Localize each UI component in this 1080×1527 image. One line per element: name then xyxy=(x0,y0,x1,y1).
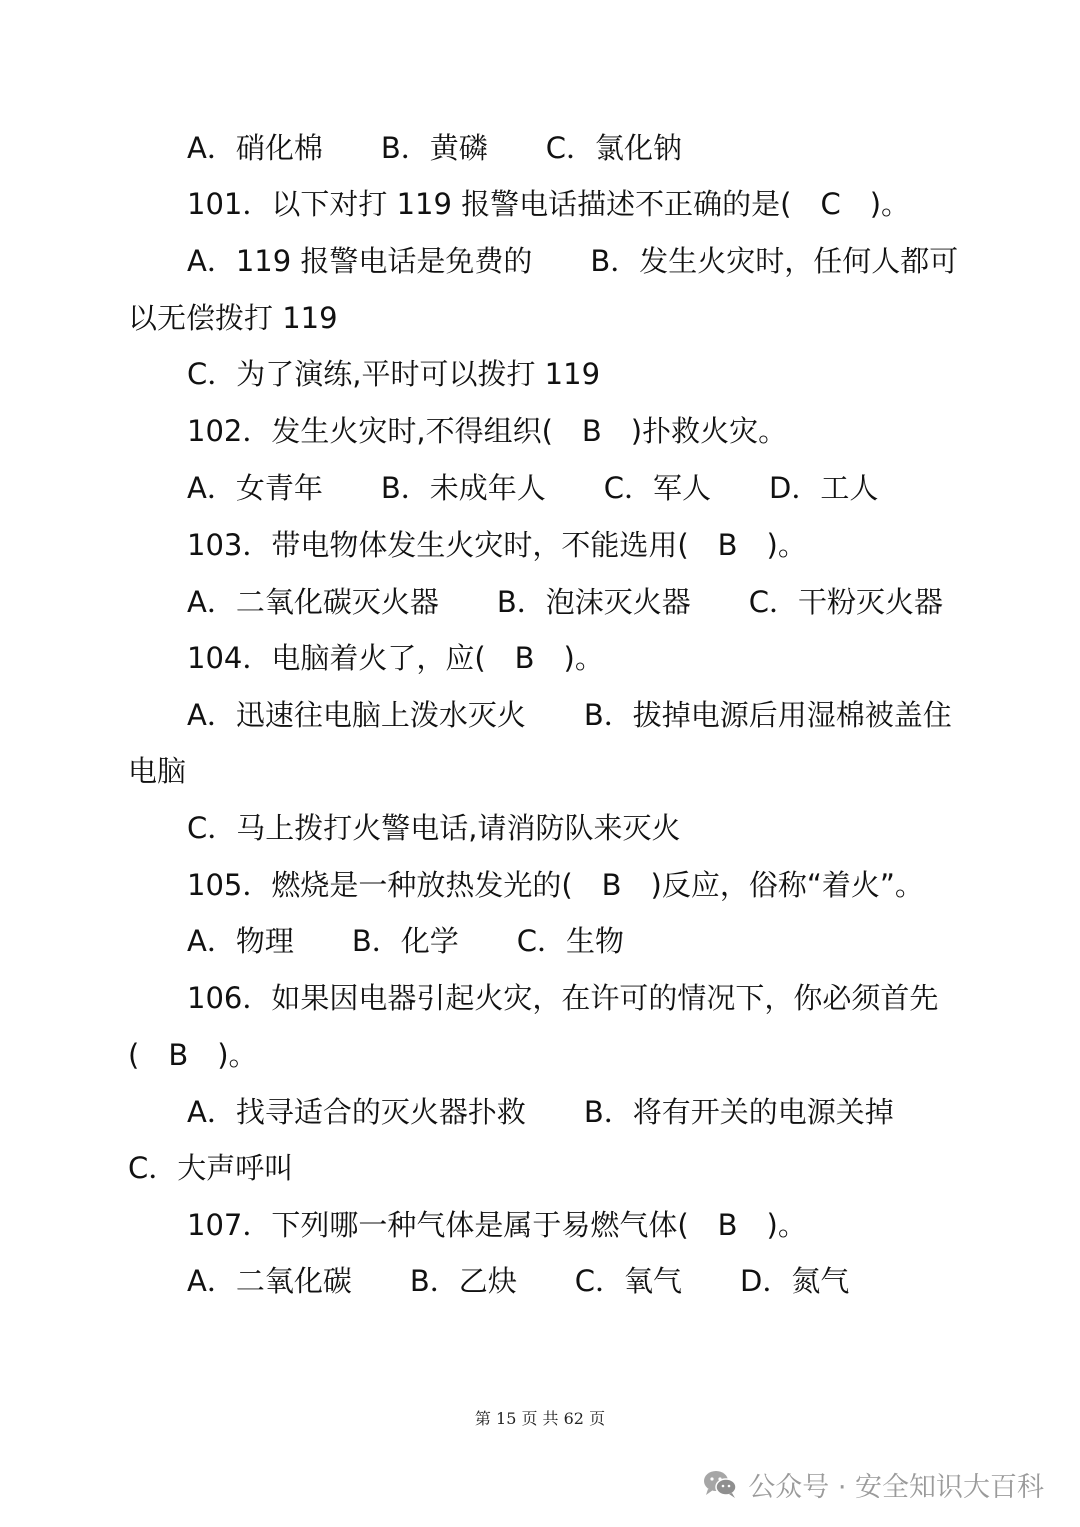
option-line: 以无偿拨打 119 xyxy=(128,301,338,335)
question-line: 103．带电物体发生火灾时，不能选用( B )。 xyxy=(187,528,807,562)
page-number-footer: 第 15 页 共 62 页 xyxy=(474,1409,606,1428)
option-line: C．马上拨打火警电话,请消防队来灭火 xyxy=(187,811,681,845)
question-line: 102．发生火灾时,不得组织( B )扑救火灾。 xyxy=(187,414,788,448)
text-line: A．硝化棉 B．黄磷 C．氯化钠 xyxy=(187,131,682,165)
question-line: 106．如果因电器引起火灾，在许可的情况下，你必须首先 xyxy=(187,981,939,1015)
question-line: 105．燃烧是一种放热发光的( B )反应，俗称“着火”。 xyxy=(187,868,924,902)
option-line: C．大声呼叫 xyxy=(128,1151,294,1185)
option-line: A．二氧化碳灭火器 B．泡沫灭火器 C．干粉灭火器 xyxy=(187,585,943,619)
question-line: 104．电脑着火了，应( B )。 xyxy=(187,641,604,675)
option-line: A．女青年 B．未成年人 C．军人 D．工人 xyxy=(187,471,879,505)
option-line: C．为了演练,平时可以拨打 119 xyxy=(187,357,601,391)
option-line: 电脑 xyxy=(128,754,187,788)
question-line: 101．以下对打 119 报警电话描述不正确的是( C )。 xyxy=(187,187,911,221)
watermark-text: 公众号 · 安全知识大百科 xyxy=(748,1471,1044,1503)
watermark xyxy=(702,1464,1044,1504)
wechat-icon xyxy=(702,1469,738,1499)
option-line: A．物理 B．化学 C．生物 xyxy=(187,924,624,958)
option-line: A．119 报警电话是免费的 B．发生火灾时，任何人都可 xyxy=(187,244,959,278)
option-line: A．迅速往电脑上泼水灭火 B．拔掉电源后用湿棉被盖住 xyxy=(187,698,952,732)
question-line: 107．下列哪一种气体是属于易燃气体( B )。 xyxy=(187,1208,807,1242)
question-line: ( B )。 xyxy=(128,1038,258,1072)
option-line: A．二氧化碳 B．乙炔 C．氧气 D．氮气 xyxy=(187,1264,850,1298)
option-line: A．找寻适合的灭火器扑救 B．将有开关的电源关掉 xyxy=(187,1095,894,1129)
